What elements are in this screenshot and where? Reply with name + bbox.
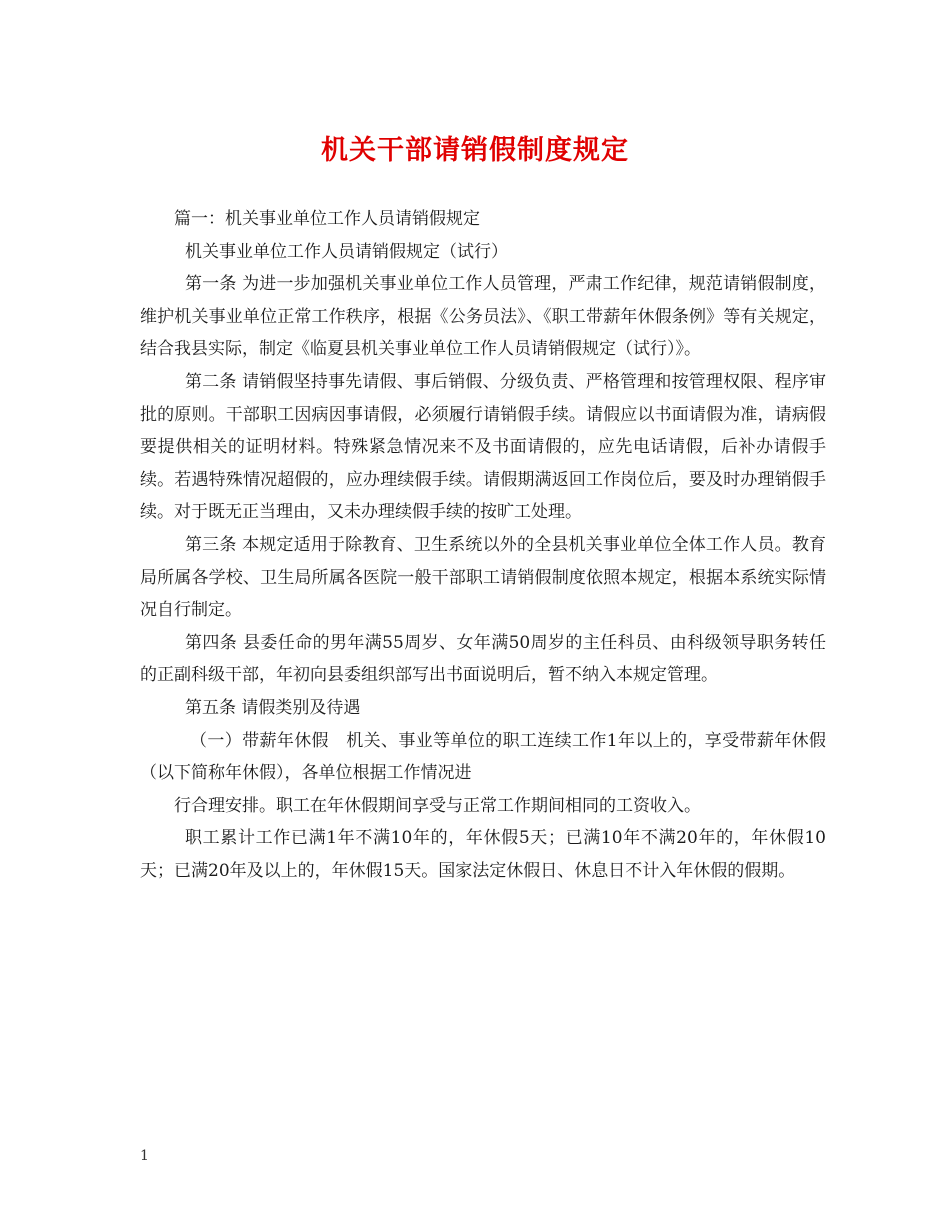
article-4: 第四条 县委任命的男年满55周岁、女年满50周岁的主任科员、由科级领导职务转任的正副科级干部，年初向县委组织部写出书面说明后，暂不纳入本规定管理。 xyxy=(140,632,826,686)
page-number: 1 xyxy=(140,1148,149,1164)
regulation-title: 机关事业单位工作人员请销假规定（试行） xyxy=(185,241,508,262)
item-paid-annual-leave-continued: 行合理安排。职工在年休假期间享受与正常工作期间相同的工资收入。 xyxy=(174,795,701,816)
article-5-heading: 第五条 请假类别及待遇 xyxy=(185,697,361,718)
article-3: 第三条 本规定适用于除教育、卫生系统以外的全县机关事业单位全体工作人员。教育局所属各学校、卫生局所属各医院一般干部职工请销假制度依照本规定，根据本系统实际情况自行制定。 xyxy=(140,534,826,621)
document-title: 机关干部请销假制度规定 xyxy=(321,135,629,166)
article-2: 第二条 请销假坚持事先请假、事后销假、分级负责、严格管理和按管理权限、程序审批的原则。干部职工因病因事请假，必须履行请销假手续。请假应以书面请假为准，请病假要提供相关的证明材料。特殊紧急情况来不及书面请假的，应先电话请假，后补办请假手续。若遇特殊情况超假的，应办理续假手续。请假期满返回工作岗位后，要及时办理销假手续。对于既无正当理由，又未办理续假手续的按旷工处理。 xyxy=(140,371,826,523)
document-body xyxy=(140,203,826,887)
annual-leave-days-rule: 职工累计工作已满1年不满10年的，年休假5天；已满10年不满20年的，年休假10天；已满20年及以上的，年休假15天。国家法定休假日、休息日不计入年休假的假期。 xyxy=(140,828,826,881)
item-paid-annual-leave: （一）带薪年休假 机关、事业等单位的职工连续工作1年以上的，享受带薪年休假（以下简称年休假），各单位根据工作情况进 xyxy=(140,730,826,784)
article-1: 第一条 为进一步加强机关事业单位工作人员管理，严肃工作纪律，规范请销假制度，维护机关事业单位正常工作秩序，根据《公务员法》、《职工带薪年休假条例》等有关规定，结合我县实际，制定《临夏县机关事业单位工作人员请销假规定（试行）》。 xyxy=(140,274,826,360)
section-heading: 篇一：机关事业单位工作人员请销假规定 xyxy=(174,209,480,229)
